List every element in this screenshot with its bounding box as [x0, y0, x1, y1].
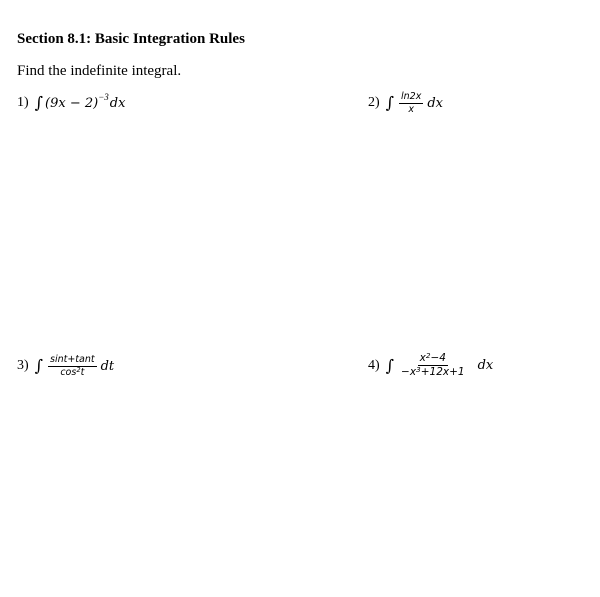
problem-number: 4) — [368, 357, 380, 373]
numerator: sint+tant — [50, 354, 95, 365]
denominator-base: cos — [60, 366, 77, 378]
fraction — [48, 355, 97, 378]
problem-number: 3) — [17, 358, 29, 374]
integral-sign: ∫ — [385, 93, 395, 113]
integral-sign: ∫ — [34, 93, 44, 112]
numerator-var: x — [419, 352, 426, 364]
problem-1 — [17, 92, 126, 112]
denominator-var: t — [80, 366, 85, 378]
denominator — [399, 366, 467, 378]
denominator-lead: −x — [401, 366, 417, 379]
problem-number: 2) — [368, 95, 380, 111]
fraction — [399, 350, 467, 379]
fraction — [399, 92, 423, 115]
integrand-exponent: −3 — [98, 92, 109, 102]
denominator-power: 2 — [76, 365, 81, 374]
differential: dx — [109, 95, 126, 111]
problem-2 — [368, 92, 443, 115]
denominator-rest: +12x+1 — [420, 366, 465, 379]
denominator: x — [408, 103, 414, 115]
instructions: Find the indefinite integral. — [17, 63, 182, 79]
denominator — [58, 367, 86, 378]
numerator: ln2x — [401, 91, 422, 102]
numerator — [418, 350, 448, 366]
differential: dx — [427, 95, 443, 111]
numerator-power: 2 — [425, 350, 431, 360]
integral-sign: ∫ — [385, 355, 395, 375]
differential: dt — [100, 358, 115, 374]
denominator-power: 3 — [416, 364, 421, 374]
integrand-base: (9x − 2) — [45, 95, 99, 111]
section-title: Section 8.1: Basic Integration Rules — [17, 31, 245, 47]
problem-3 — [17, 355, 114, 378]
differential: dx — [477, 358, 494, 374]
problem-4 — [368, 350, 494, 379]
numerator-rest: −4 — [430, 352, 446, 364]
integral-sign: ∫ — [34, 356, 44, 376]
problem-number: 1) — [17, 95, 29, 110]
